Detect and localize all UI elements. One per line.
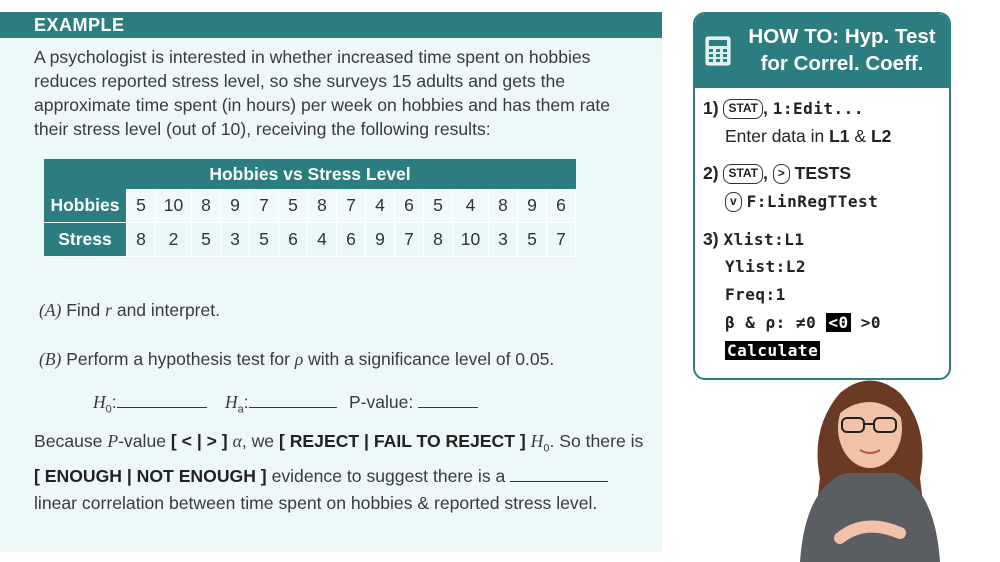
table-cell: 6 xyxy=(279,223,308,256)
table-title: Hobbies vs Stress Level xyxy=(44,159,576,189)
problem-text: A psychologist is interested in whether increased time spent on hobbies reduces reported stress level, so she surveys 15 adults and gets the approximate time spent (in hours) per week on hobbies and has them rate their stress level (out of 10), receiving the following results: xyxy=(34,47,611,139)
step-text: Enter data in xyxy=(725,126,825,146)
ylist-setting: Ylist:L2 xyxy=(725,257,807,276)
part-text: Find xyxy=(66,300,101,320)
null-hypothesis: $H_0$: xyxy=(93,390,207,416)
freq-setting: Freq:1 xyxy=(725,285,786,304)
alternative-label: β & ρ: ≠0 xyxy=(725,313,817,332)
part-var: ρ xyxy=(294,349,304,369)
table-cell: 5 xyxy=(518,223,547,256)
h0-sub: 0 xyxy=(105,403,112,416)
table-cell: 6 xyxy=(337,223,366,256)
h0-symbol: H xyxy=(93,392,106,412)
alternative-setting xyxy=(725,313,881,332)
right-arrow-key[interactable]: > xyxy=(773,164,790,184)
table-cell: 5 xyxy=(192,223,221,256)
conclusion-part: linear correlation between time spent on hobbies & reported stress level. xyxy=(34,492,598,513)
reject-choice[interactable]: [ REJECT | FAIL TO REJECT ] xyxy=(278,431,526,451)
h0-symbol: H xyxy=(530,431,544,451)
example-title: EXAMPLE xyxy=(34,15,125,35)
step-number: 1) xyxy=(703,98,719,118)
conclusion-part: P xyxy=(107,431,119,451)
data-table xyxy=(44,159,576,257)
calculator-icon xyxy=(705,36,731,66)
table-cell: 5 xyxy=(250,223,279,256)
howto-title-line2: for Correl. Coeff. xyxy=(760,52,924,75)
conclusion-part: , we xyxy=(241,431,275,451)
greater-than-option[interactable]: >0 xyxy=(860,313,882,332)
alpha-symbol: α xyxy=(232,431,242,451)
stat-key[interactable]: STAT xyxy=(723,164,763,184)
step-2 xyxy=(703,163,851,184)
part-b xyxy=(39,349,554,370)
example-header xyxy=(0,12,662,38)
table-cell: 3 xyxy=(489,223,518,256)
correlation-blank[interactable] xyxy=(510,464,608,482)
step-3 xyxy=(703,229,805,250)
part-label: (A) xyxy=(39,300,62,320)
conclusion-part: Because xyxy=(34,431,103,451)
step-text: & xyxy=(854,126,867,146)
calculate-setting xyxy=(725,341,820,360)
table-cell: 8 xyxy=(489,189,518,222)
ha-symbol: H xyxy=(225,392,238,412)
table-cell: 10 xyxy=(453,223,489,256)
table-cell: 7 xyxy=(547,223,576,256)
p-value-label: P-value: xyxy=(349,392,414,412)
conclusion-text xyxy=(34,428,654,517)
howto-title xyxy=(737,23,947,77)
step-1-detail xyxy=(725,126,891,147)
part-label: (B) xyxy=(39,349,62,369)
separator: , xyxy=(763,98,768,118)
table-cell: 3 xyxy=(221,223,250,256)
ha-sub: a xyxy=(237,403,244,416)
table-row-hobbies xyxy=(44,189,576,223)
step-2-detail xyxy=(725,191,878,212)
step-number: 2) xyxy=(703,163,719,183)
table-cell: 8 xyxy=(308,189,337,222)
presenter-image xyxy=(780,368,960,562)
table-cell: 4 xyxy=(453,189,489,222)
table-cell: 8 xyxy=(424,223,453,256)
table-cell: 4 xyxy=(366,189,395,222)
row-header: Hobbies xyxy=(44,189,127,222)
table-cell: 7 xyxy=(337,189,366,222)
conclusion-part: evidence to suggest there is a xyxy=(271,465,506,486)
table-cell: 2 xyxy=(156,223,192,256)
enough-choice[interactable]: [ ENOUGH | NOT ENOUGH ] xyxy=(34,465,267,486)
table-row-stress xyxy=(44,223,576,257)
inequality-choice[interactable]: [ < | > ] xyxy=(170,431,228,451)
part-text: Perform a hypothesis test for xyxy=(66,349,290,369)
separator: , xyxy=(763,163,768,183)
list-name: L1 xyxy=(829,126,850,146)
table-cell: 5 xyxy=(279,189,308,222)
linregttest-command: F:LinRegTTest xyxy=(746,192,879,211)
stat-key[interactable]: STAT xyxy=(723,99,763,119)
row-header: Stress xyxy=(44,223,127,256)
conclusion-part: -value xyxy=(118,431,167,451)
p-value-blank[interactable] xyxy=(418,390,478,408)
list-name: L2 xyxy=(870,126,892,146)
table-cell: 5 xyxy=(127,189,156,222)
table-cell: 9 xyxy=(518,189,547,222)
alt-hypothesis: $H_a$: xyxy=(225,390,337,416)
table-cell: 7 xyxy=(250,189,279,222)
calculate-option[interactable]: Calculate xyxy=(727,341,819,360)
step-1 xyxy=(703,98,864,119)
p-value-line xyxy=(349,390,478,413)
part-var: r xyxy=(105,300,112,320)
table-cell: 6 xyxy=(395,189,424,222)
less-than-option[interactable]: <0 xyxy=(828,313,849,332)
step-number: 3) xyxy=(703,229,719,249)
part-a xyxy=(39,300,220,321)
howto-title-line1: HOW TO: Hyp. Test xyxy=(748,25,936,48)
howto-header xyxy=(695,14,949,88)
xlist-setting: Xlist:L1 xyxy=(723,230,805,249)
h0-sub: 0 xyxy=(543,442,550,455)
table-cell: 8 xyxy=(127,223,156,256)
table-cell: 4 xyxy=(308,223,337,256)
conclusion-part: . So there is xyxy=(549,431,644,451)
table-cell: 10 xyxy=(156,189,192,222)
edit-command: 1:Edit... xyxy=(772,99,864,118)
howto-panel xyxy=(693,12,951,380)
table-cell: 8 xyxy=(192,189,221,222)
ha-blank[interactable] xyxy=(249,390,337,408)
part-rest: with a significance level of 0.05. xyxy=(308,349,555,369)
table-cell: 5 xyxy=(424,189,453,222)
part-rest: and interpret. xyxy=(116,300,220,320)
h0-blank[interactable] xyxy=(117,390,207,408)
table-cell: 6 xyxy=(547,189,576,222)
down-arrow-key[interactable]: v xyxy=(725,192,742,212)
table-cell: 7 xyxy=(395,223,424,256)
tests-menu: TESTS xyxy=(794,163,852,183)
table-cell: 9 xyxy=(221,189,250,222)
table-cell: 9 xyxy=(366,223,395,256)
